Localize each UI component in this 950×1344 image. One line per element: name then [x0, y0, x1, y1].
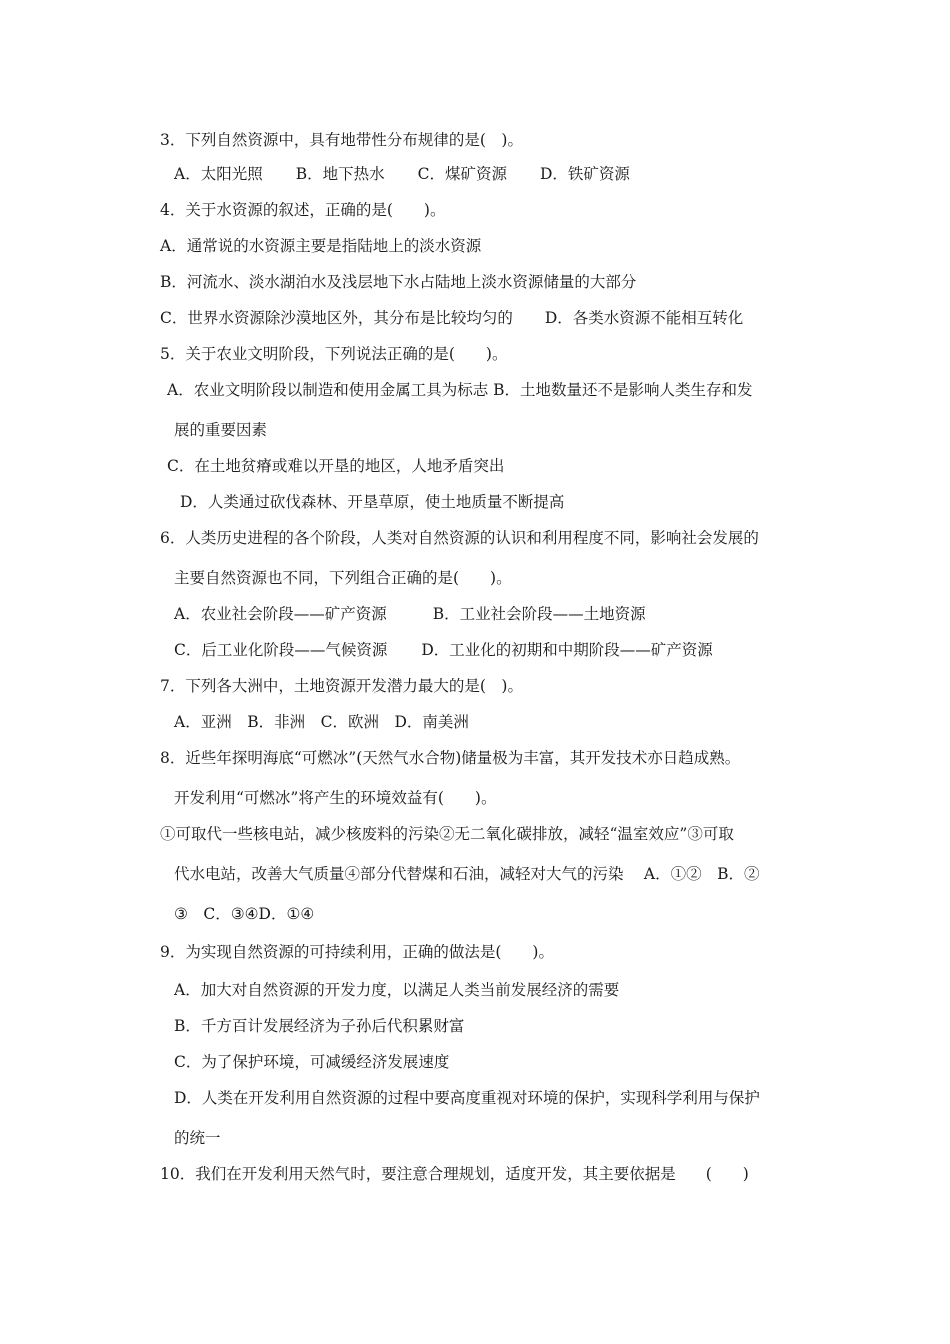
q3-options [174, 164, 630, 184]
q7-stem: 7．下列各大洲中，土地资源开发潜力最大的是( )。 [160, 677, 523, 695]
q10-stem-text: 10．我们在开发利用天然气时，要注意合理规划，适度开发，其主要依据是 [160, 1165, 676, 1183]
q7-options: A．亚洲 B．非洲 C．欧洲 D．南美洲 [174, 713, 469, 731]
q4-stem: 4．关于水资源的叙述，正确的是( )。 [160, 201, 446, 219]
q9-option-a: A．加大对自然资源的开发力度，以满足人类当前发展经济的需要 [174, 981, 620, 999]
q10-answer-blank: ( ) [705, 1165, 749, 1183]
q9-stem: 9．为实现自然资源的可持续利用，正确的做法是( )。 [160, 943, 554, 961]
q5-option-c: C．在土地贫瘠或难以开垦的地区，人地矛盾突出 [167, 457, 505, 475]
q8-statements: ①可取代一些核电站，减少核废料的污染②无二氧化碳排放，减轻“温室效应”③可取 [160, 825, 734, 843]
q4-options-cd [160, 308, 743, 328]
q9-option-b: B．千方百计发展经济为子孙后代积累财富 [174, 1017, 465, 1035]
q3-option-d: D．铁矿资源 [539, 165, 630, 183]
q4-option-a: A．通常说的水资源主要是指陆地上的淡水资源 [160, 237, 482, 255]
q3-stem: 3．下列自然资源中，具有地带性分布规律的是( )。 [160, 131, 523, 149]
q4-option-c: C．世界水资源除沙漠地区外，其分布是比较均匀的 [160, 309, 513, 327]
q8-stem: 8．近些年探明海底“可燃冰”(天然气水合物)储量极为丰富，其开发技术亦日趋成熟。 [160, 749, 741, 767]
q9-option-d-cont: 的统一 [174, 1129, 221, 1147]
q6-options-ab [174, 604, 646, 624]
q10-stem [160, 1164, 749, 1184]
q4-option-d: D．各类水资源不能相互转化 [544, 309, 744, 327]
q8-options-cont: ③ C．③④D．①④ [174, 905, 315, 923]
q3-option-b: B．地下热水 [295, 165, 385, 183]
q3-option-c: C．煤矿资源 [417, 165, 507, 183]
q8-statements-cont: 代水电站，改善大气质量④部分代替煤和石油，减轻对大气的污染 A．①② B．② [174, 865, 760, 883]
q6-options-cd [174, 640, 713, 660]
q6-option-c: C．后工业化阶段——气候资源 [174, 641, 388, 659]
q6-option-d: D．工业化的初期和中期阶段——矿产资源 [421, 641, 713, 659]
q6-option-a: A．农业社会阶段——矿产资源 [174, 605, 387, 623]
q6-stem: 6．人类历史进程的各个阶段，人类对自然资源的认识和利用程度不同，影响社会发展的 [160, 529, 759, 547]
q5-option-b-cont: 展的重要因素 [174, 421, 268, 439]
q4-option-b: B．河流水、淡水湖泊水及浅层地下水占陆地上淡水资源储量的大部分 [160, 273, 637, 291]
q3-option-a: A．太阳光照 [174, 165, 263, 183]
q5-stem: 5．关于农业文明阶段，下列说法正确的是( )。 [160, 345, 508, 363]
q6-option-b: B．工业社会阶段——土地资源 [432, 605, 646, 623]
q9-option-c: C．为了保护环境，可减缓经济发展速度 [174, 1053, 450, 1071]
q8-stem-cont: 开发利用“可燃冰”将产生的环境效益有( )。 [174, 789, 497, 807]
q9-option-d: D．人类在开发利用自然资源的过程中要高度重视对环境的保护，实现科学利用与保护 [174, 1089, 760, 1107]
q5-option-ab: A．农业文明阶段以制造和使用金属工具为标志 B．土地数量还不是影响人类生存和发 [167, 381, 753, 399]
q5-option-d: D．人类通过砍伐森林、开垦草原，使土地质量不断提高 [180, 493, 565, 511]
q6-stem-cont: 主要自然资源也不同，下列组合正确的是( )。 [174, 569, 512, 587]
